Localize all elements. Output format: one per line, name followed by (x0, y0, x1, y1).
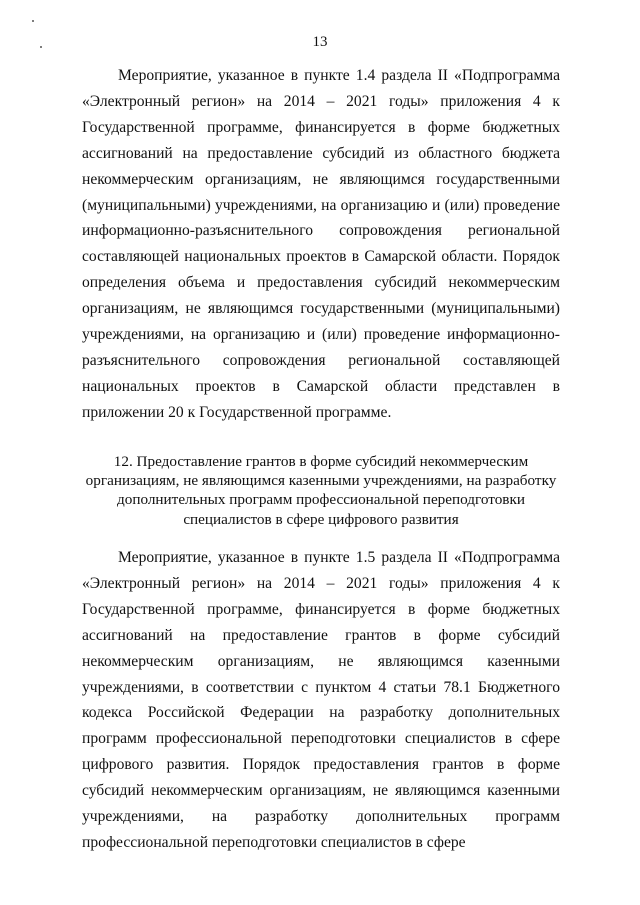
scan-speck-top-left (32, 20, 34, 22)
section-heading-12: 12. Предоставление грантов в форме субсидий некоммерческим организациям, не являющимся казенными учреждениями, на разработку дополнительных программ профессиональной переподготовки специалистов в сфере цифрового развития (85, 453, 557, 528)
paragraph-subprogram-measure-1-5: Мероприятие, указанное в пункте 1.5 раздела II «Подпрограмма «Электронный регион» на 2014 – 2021 годы» приложения 4 к Государственной программе, финансируется в форме бюджетных ассигнований на предоставление грантов в форме субсидий некоммерческим организациям, не являющимся казенными учреждениями, в соответствии с пунктом 4 статьи 78.1 Бюджетного кодекса Российской Федерации на разработку дополнительных программ профессиональной переподготовки специалистов в сфере цифрового развития. Порядок предоставления грантов в форме субсидий некоммерческим организациям, не являющимся казенными учреждениями, на разработку дополнительных программ профессиональной переподготовки специалистов в сфере (82, 549, 560, 851)
page-number: 13 (312, 34, 328, 50)
paragraph-subprogram-measure-1-4: Мероприятие, указанное в пункте 1.4 раздела II «Подпрограмма «Электронный регион» на 2014 – 2021 годы» приложения 4 к Государственной программе, финансируется в форме бюджетных ассигнований на предоставление субсидий из областного бюджета некоммерческим организациям, не являющимся государственными (муниципальными) учреждениями, на организацию и (или) проведение информационно-разъяснительного сопровождения региональной составляющей национальных проектов в Самарской области. Порядок определения объема и предоставления субсидий некоммерческим организациям, не являющимся государственными (муниципальными) учреждениями, на организацию и (или) проведение информационно-разъяснительного сопровождения региональной составляющей национальных проектов в Самарской области представлен в приложении 20 к Государственной программе. (82, 67, 560, 421)
